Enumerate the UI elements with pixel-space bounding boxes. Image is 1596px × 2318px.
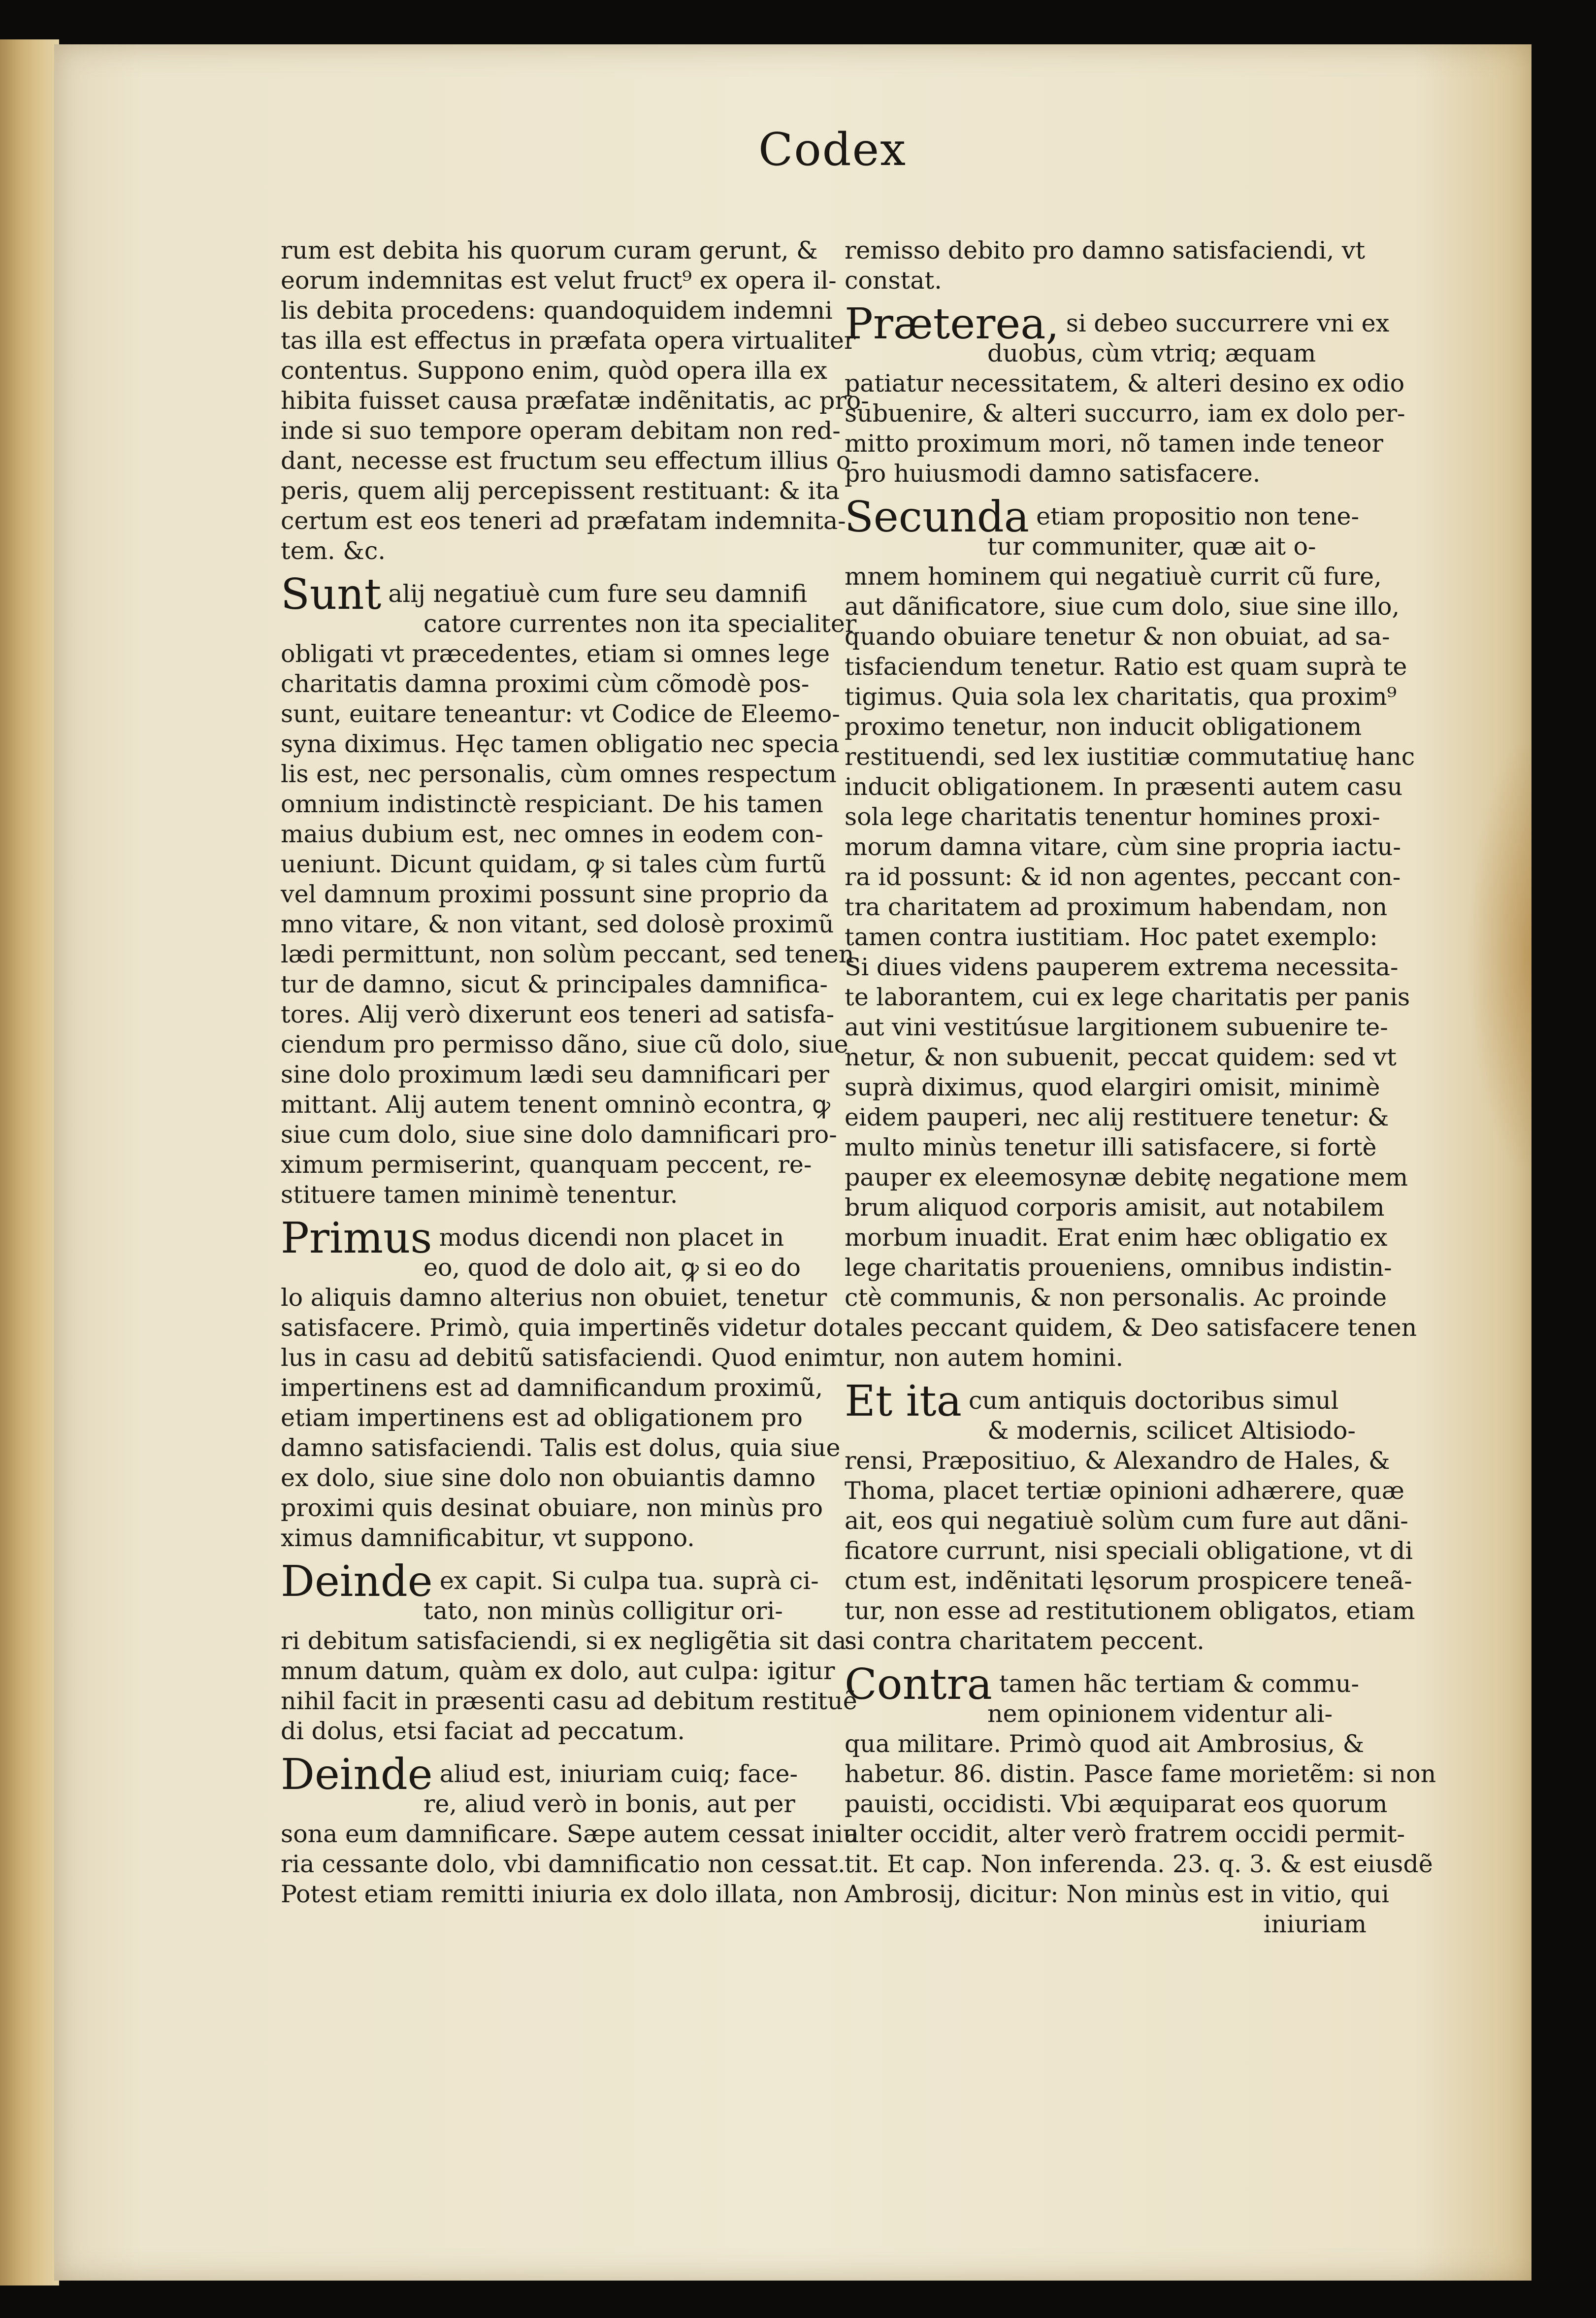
text-line: tur communiter, quæ ait o- (987, 532, 1316, 561)
text-line: pauisti, occidisti. Vbi æquiparat eos quorum (845, 1790, 1388, 1818)
text-line: pro huiusmodi damno satisfacere. (845, 460, 1261, 488)
text-line: proximo tenetur, non inducit obligationem (845, 713, 1362, 741)
text-line: lo aliquis damno alterius non obuiet, tenetur (281, 1284, 827, 1312)
text-line: multo minùs tenetur illi satisfacere, si fortè (845, 1133, 1377, 1161)
text-line: damno satisfaciendi. Talis est dolus, quia siue (281, 1434, 841, 1462)
text-line: quando obuiare tenetur & non obuiat, ad sa- (845, 623, 1390, 651)
text-line: proximi quis desinat obuiare, non minùs pro (281, 1494, 823, 1522)
text-line: brum aliquod corporis amisit, aut notabilem (845, 1193, 1385, 1222)
text-line: mnem hominem qui negatiuè currit cũ fure, (845, 563, 1382, 591)
paragraph-lead-word: Sunt (281, 570, 382, 619)
paragraph-lead-word: Deinde (281, 1557, 433, 1606)
text-line: sine dolo proximum lædi seu damnificari per (281, 1060, 829, 1089)
text-line: contentus. Suppono enim, quòd opera illa ex (281, 357, 828, 385)
text-line: rensi, Præpositiuo, & Alexandro de Hales, & (845, 1447, 1390, 1475)
text-line: ximum permiserint, quanquam peccent, re- (281, 1151, 812, 1179)
text-line: alter occidit, alter verò fratrem occidi permit- (845, 1820, 1405, 1848)
text-line: habetur. 86. distin. Pasce fame morietẽm: si non (845, 1760, 1436, 1788)
page-stain (1467, 734, 1531, 1177)
text-line: nihil facit in præsenti casu ad debitum restituẽ (281, 1687, 857, 1715)
text-line: tisfaciendum tenetur. Ratio est quam suprà te (845, 653, 1407, 681)
text-line: Thoma, placet tertiæ opinioni adhærere, quæ (845, 1477, 1404, 1505)
text-line: ra id possunt: & id non agentes, peccant con- (845, 863, 1401, 891)
text-line-rest: cum antiquis doctoribus simul (969, 1387, 1339, 1415)
text-line: eorum indemnitas est velut fruct⁹ ex opera il- (281, 266, 837, 295)
text-line: sona eum damnificare. Sæpe autem cessat iniu (281, 1820, 859, 1848)
paragraph-lead-word: Contra (845, 1660, 992, 1709)
paragraph-lead-line (845, 1660, 1386, 1709)
text-line: nem opinionem videntur ali- (987, 1700, 1333, 1728)
paragraph-lead-line (281, 1214, 813, 1263)
text-line: sola lege charitatis tenentur homines proxi- (845, 803, 1380, 831)
text-line-rest: si debeo succurrere vni ex (1066, 309, 1390, 337)
text-line: eidem pauperi, nec alij restituere tenetur: & (845, 1103, 1389, 1131)
text-line: tales peccant quidem, & Deo satisfacere tenen (845, 1314, 1417, 1342)
text-line: tores. Alij verò dixerunt eos teneri ad satisfa- (281, 1000, 835, 1028)
text-line: duobus, cùm vtriq; æquam (987, 339, 1316, 367)
text-line: tato, non minùs colligitur ori- (423, 1597, 783, 1625)
text-line: charitatis damna proximi cùm cõmodè pos- (281, 670, 810, 698)
text-line: etiam impertinens est ad obligationem pro (281, 1404, 803, 1432)
text-line: maius dubium est, nec omnes in eodem con- (281, 820, 823, 848)
paragraph-lead-word: Secunda (845, 493, 1030, 542)
text-line: stituere tamen minimè tenentur. (281, 1181, 678, 1209)
text-line: ficatore currunt, nisi speciali obligatione, vt di (845, 1537, 1413, 1565)
text-line: sunt, euitare teneantur: vt Codice de Eleemo- (281, 700, 840, 728)
text-line: & modernis, scilicet Altisiodo- (987, 1417, 1356, 1445)
text-line-rest: modus dicendi non placet in (439, 1224, 784, 1252)
text-line: morbum inuadit. Erat enim hæc obligatio ex (845, 1224, 1388, 1252)
text-line: mno vitare, & non vitant, sed dolosè proximũ (281, 910, 834, 938)
running-head: Codex (758, 123, 907, 176)
text-line: ciendum pro permisso dãno, siue cũ dolo, siue (281, 1030, 848, 1059)
left-column (281, 235, 869, 1909)
paragraph-lead-word: Et ita (845, 1377, 962, 1426)
text-line-rest: aliud est, iniuriam cuiq; face- (439, 1760, 798, 1788)
text-line: tamen contra iustitiam. Hoc patet exemplo: (845, 923, 1378, 951)
text-line-rest: etiam propositio non tene- (1036, 502, 1360, 530)
text-line: mnum datum, quàm ex dolo, aut culpa: igitur (281, 1657, 835, 1685)
text-line: rum est debita his quorum curam gerunt, & (281, 236, 818, 265)
text-line: ueniunt. Dicunt quidam, ꝙ si tales cùm furtũ (281, 850, 826, 878)
text-line: netur, & non subuenit, peccat quidem: sed vt (845, 1043, 1397, 1071)
text-line: tigimus. Quia sola lex charitatis, qua proxim⁹ (845, 683, 1397, 711)
text-line: ria cessante dolo, vbi damnificatio non cessat. (281, 1850, 846, 1878)
paragraph-lead-line (845, 299, 1390, 349)
text-line: ait, eos qui negatiuè solùm cum fure aut dãni- (845, 1507, 1408, 1535)
text-line: aut vini vestitúsue largitionem subuenire te- (845, 1013, 1388, 1041)
text-line-rest: alij negatiuè cum fure seu damnifi (388, 580, 808, 608)
text-line: tur de damno, sicut & principales damnifica- (281, 970, 828, 998)
text-line: Potest etiam remitti iniuria ex dolo illata, non (281, 1880, 838, 1908)
text-line: Ambrosij, dicitur: Non minùs est in vitio, qui (845, 1880, 1389, 1908)
text-line: ximus damnificabitur, vt suppono. (281, 1524, 695, 1552)
text-line: lege charitatis proueniens, omnibus indistin- (845, 1254, 1392, 1282)
text-line: si contra charitatem peccent. (845, 1627, 1205, 1655)
page-edge (0, 39, 59, 2285)
text-line: te laborantem, cui ex lege charitatis per panis (845, 983, 1410, 1011)
paragraph-lead-word: Primus (281, 1214, 432, 1263)
text-line: constat. (845, 266, 942, 295)
text-line: satisfacere. Primò, quia impertinẽs videtur do (281, 1314, 844, 1342)
text-line: ri debitum satisfaciendi, si ex negligẽtia sit da- (281, 1627, 855, 1655)
text-line: morum damna vitare, cùm sine propria iactu- (845, 833, 1401, 861)
text-line: ctum est, indẽnitati lęsorum prospicere teneã- (845, 1567, 1412, 1595)
paragraph-lead-line (845, 1377, 1386, 1426)
text-line: mittant. Alij autem tenent omninò econtra, ꝙ (281, 1091, 830, 1119)
text-line: tit. Et cap. Non inferenda. 23. q. 3. & est eiusdẽ (845, 1850, 1433, 1878)
text-line: dant, necesse est fructum seu effectum illius o- (281, 447, 859, 475)
right-column (845, 235, 1436, 1939)
paragraph-lead-word: Præterea, (845, 299, 1059, 349)
paragraph-lead-line (281, 1557, 819, 1606)
text-line: remisso debito pro damno satisfaciendi, vt (845, 236, 1366, 265)
text-line: di dolus, etsi faciat ad peccatum. (281, 1717, 685, 1745)
text-line: aut dãnificatore, siue cum dolo, siue sine illo, (845, 593, 1400, 621)
text-line: tur, non esse ad restitutionem obligatos, etiam (845, 1597, 1415, 1625)
text-line: subuenire, & alteri succurro, iam ex dolo per- (845, 399, 1405, 428)
text-line: inde si suo tempore operam debitam non red- (281, 417, 841, 445)
text-line: suprà diximus, quod elargiri omisit, minimè (845, 1073, 1380, 1101)
text-line: peris, quem alij percepissent restituant: & ita (281, 477, 840, 505)
text-line: tas illa est effectus in præfata opera virtualiter (281, 327, 856, 355)
text-line: restituendi, sed lex iustitiæ commutatiuę hanc (845, 743, 1415, 771)
paragraph-lead-line (281, 1750, 813, 1799)
text-line: impertinens est ad damnificandum proximũ, (281, 1374, 823, 1402)
text-line: qua militare. Primò quod ait Ambrosius, & (845, 1730, 1365, 1758)
text-line: Si diues videns pauperem extrema necessita- (845, 953, 1399, 981)
text-line: tra charitatem ad proximum habendam, non (845, 893, 1388, 921)
text-line: vel damnum proximi possunt sine proprio da (281, 880, 829, 908)
text-line: lus in casu ad debitũ satisfaciendi. Quod enim (281, 1344, 845, 1372)
text-line: tur, non autem homini. (845, 1344, 1124, 1372)
text-line: patiatur necessitatem, & alteri desino ex odio (845, 369, 1405, 397)
text-line-rest: ex capit. Si culpa tua. suprà ci- (439, 1567, 819, 1595)
catchword: iniuriam (1263, 1910, 1367, 1938)
text-line: certum est eos teneri ad præfatam indemnita- (281, 507, 846, 535)
paragraph-lead-line (845, 493, 1386, 542)
text-line: omnium indistinctè respiciant. De his tamen (281, 790, 823, 818)
text-line: ex dolo, siue sine dolo non obuiantis damno (281, 1464, 816, 1492)
text-line: lis debita procedens: quandoquidem indemni (281, 297, 833, 325)
text-line: pauper ex eleemosynæ debitę negatione mem (845, 1163, 1408, 1192)
text-line: re, aliud verò in bonis, aut per (423, 1790, 795, 1818)
text-line: siue cum dolo, siue sine dolo damnificari pro- (281, 1121, 837, 1149)
text-line-rest: tamen hãc tertiam & commu- (999, 1670, 1360, 1698)
text-line: inducit obligationem. In præsenti autem casu (845, 773, 1403, 801)
text-line: lædi permittunt, non solùm peccant, sed tenen (281, 940, 854, 968)
text-line: ctè communis, & non personalis. Ac proinde (845, 1284, 1387, 1312)
paragraph-lead-word: Deinde (281, 1750, 433, 1799)
paragraph-lead-line (281, 570, 813, 619)
text-line: hibita fuisset causa præfatæ indẽnitatis, ac pro- (281, 387, 869, 415)
text-line: obligati vt præcedentes, etiam si omnes lege (281, 640, 830, 668)
text-line: lis est, nec personalis, cùm omnes respectum (281, 760, 837, 788)
text-line: mitto proximum mori, nõ tamen inde teneor (845, 430, 1383, 458)
text-line: catore currentes non ita specialiter (423, 610, 857, 638)
text-line: eo, quod de dolo ait, ꝙ si eo do (423, 1254, 801, 1282)
text-line: tem. &c. (281, 537, 386, 565)
text-line: syna diximus. Hęc tamen obligatio nec specia (281, 730, 840, 758)
